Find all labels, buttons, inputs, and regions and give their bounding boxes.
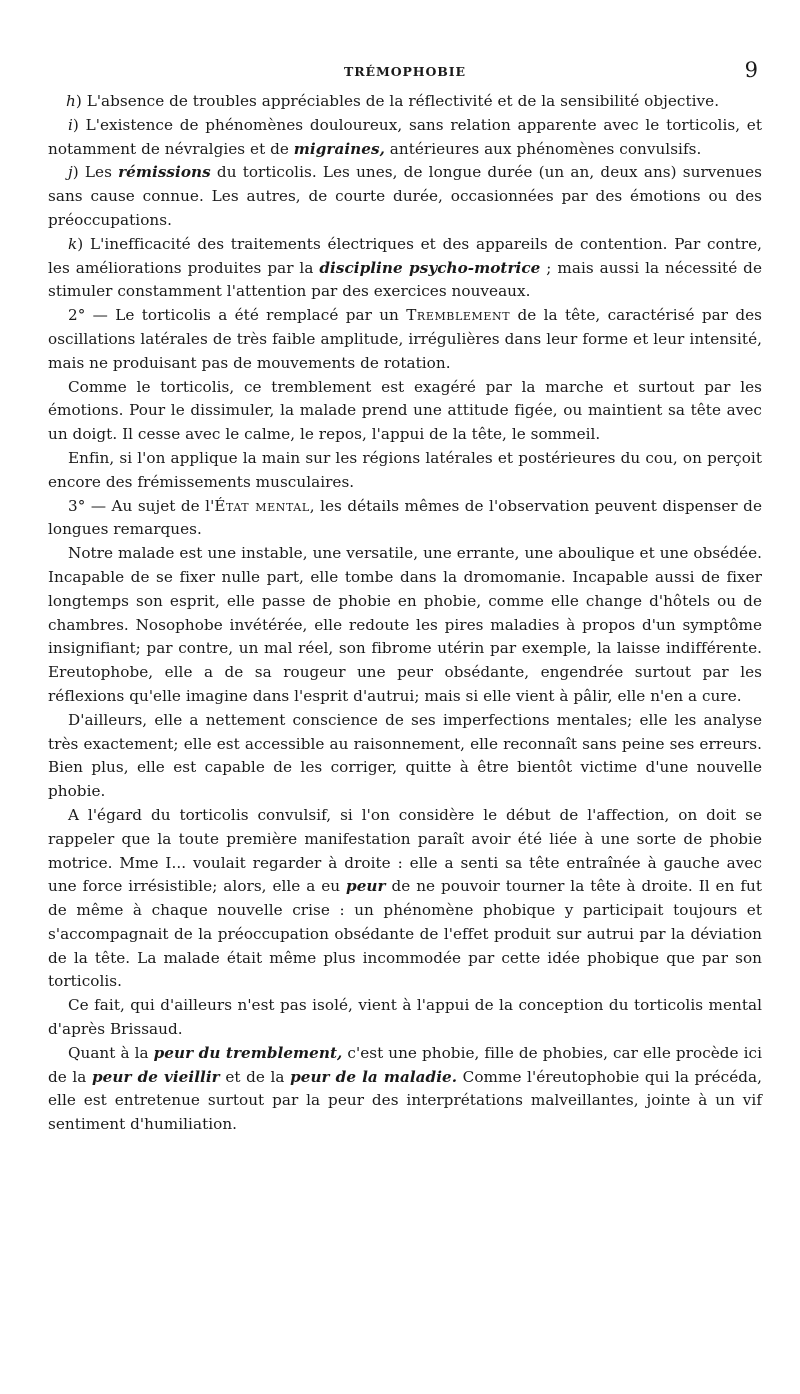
running-title: TRÉMOPHOBIE — [344, 64, 466, 79]
paragraph-dailleurs: D'ailleurs, elle a nettement conscience de ses imperfections mentales; elle les analyse très exactement; elle est accessible au raisonnement, elle reconnaît sans peine ses erreurs. Bien plus, elle est capable de les corriger, quitte à être bientôt victime d'une nouvelle phobie. — [48, 710, 762, 801]
paragraph-tremblement-lead: 2° — Le torticolis a été remplacé par un — [68, 306, 407, 325]
paragraph-torticolis-text-b: de ne pouvoir tourner la tête à droite. Il en fut de même à chaque nouvelle crise : un phénomène phobique y participait toujours et s'accompagnait de la préoccupation obsédante de l'effet produit sur autrui par la déviation de la tête. La malade était même plus incommodée par cette idée phobique que par son torticolis. — [48, 877, 762, 991]
paragraph-i-text-a: ) L'existence de phénomènes douloureux, sans relation apparente avec le torticolis, et notamment de névralgies et de — [48, 115, 762, 158]
paragraph-k-text-b: ; mais aussi la nécessité de stimuler constamment l'attention par des exercices nouveaux. — [48, 258, 762, 301]
paragraph-j-text-b: du torticolis. Les unes, de longue durée (un an, deux ans) survenues sans cause connue. Les autres, de courte durée, occasionnées par des émotions ou des préoccupations. — [48, 163, 762, 229]
paragraph-j-emphasis: rémissions — [118, 163, 211, 182]
paragraph-i-text-b: antérieures aux phénomènes convulsifs. — [384, 139, 702, 158]
item-marker-k: k — [68, 234, 78, 253]
paragraph-comme: Comme le torticolis, ce tremblement est exagéré par la marche et surtout par les émotions. Pour le dissimuler, la malade prend une attitude figée, ou maintient sa tête avec un doigt. Il cesse avec le calme, le repos, l'appui de la tête, le sommeil. — [48, 377, 762, 444]
paragraph-k — [48, 233, 762, 304]
paragraph-j-text-a: ) Les — [72, 163, 119, 182]
item-marker-h: h — [66, 92, 76, 110]
paragraph-torticolis-emphasis: peur — [346, 877, 386, 896]
paragraph-etat-mental-lead: 3° — Au sujet de l' — [68, 496, 215, 515]
paragraph-h-text: ) L'absence de troubles appréciables de la réflectivité et de la sensibilité objective. — [75, 92, 720, 110]
paragraph-i — [48, 114, 762, 162]
paragraph-etat-mental-smallcaps: État mental — [214, 496, 310, 515]
paragraph-quant-emphasis-3: peur de la maladie. — [290, 1067, 458, 1086]
item-marker-j: j — [68, 163, 73, 182]
paragraph-quant — [48, 1042, 762, 1137]
paragraph-tremblement-rest: de la tête, caractérisé par des oscillations latérales de très faible amplitude, irrégulières dans leur forme et leur intensité, mais ne produisant pas de mouvements de rotation. — [48, 306, 762, 372]
paragraph-k-text-a: ) L'inefficacité des traitements électriques et des appareils de contention. Par contre, les améliorations produites par la — [48, 234, 762, 277]
book-page — [48, 56, 762, 1137]
item-marker-i: i — [68, 115, 73, 134]
paragraph-i-emphasis: migraines, — [293, 139, 385, 158]
paragraph-tremblement — [48, 304, 762, 375]
page-number: 9 — [744, 58, 758, 82]
paragraph-torticolis-text-a: A l'égard du torticolis convulsif, si l'on considère le début de l'affection, on doit se rappeler que la toute première manifestation paraît avoir été liée à une sorte de phobie motrice. Mme I... voulait regarder à droite : elle a senti sa tête entraînée à gauche avec une force irrésistible; alors, elle a eu — [48, 805, 762, 896]
paragraph-quant-emphasis-2: peur de vieillir — [92, 1067, 220, 1086]
paragraph-quant-emphasis-1: peur du tremblement, — [153, 1043, 343, 1062]
paragraph-notre-malade: Notre malade est une instable, une versatile, une errante, une aboulique et une obsédée. Incapable de se fixer nulle part, elle tombe dans la dromomanie. Incapable aussi de fixer longtemps son esprit, elle passe de phobie en phobie, comme elle change d'hôtels ou de chambres. Nosophobe invétérée, elle redoute les pires maladies à propos d'un symptôme insignifiant; par contre, un mal réel, son fibrome utérin par exemple, la laisse indifférente. Ereutophobe, elle a de sa rougeur une peur obsédante, engendrée surtout par les réflexions qu'elle imagine dans l'esprit d'autrui; mais si elle vient à pâlir, elle n'en a cure. — [48, 544, 762, 705]
paragraph-ce-fait: Ce fait, qui d'ailleurs n'est pas isolé, vient à l'appui de la conception du torticolis mental d'après Brissaud. — [48, 996, 762, 1039]
paragraph-h — [48, 90, 762, 114]
paragraph-quant-text-a: Quant à la — [68, 1043, 154, 1062]
paragraph-etat-mental-rest: , les détails mêmes de l'observation peuvent dispenser de longues remarques. — [48, 496, 762, 539]
paragraph-k-emphasis: discipline psycho-motrice — [319, 258, 541, 277]
paragraph-quant-text-d: Comme l'éreutophobie qui la précéda, elle est entretenue surtout par la peur des interprétations malveillantes, jointe à un vif sentiment d'humiliation. — [48, 1067, 763, 1134]
paragraph-quant-text-c: et de la — [219, 1067, 291, 1086]
paragraph-etat-mental — [48, 495, 762, 543]
paragraph-j — [48, 161, 762, 232]
paragraph-torticolis — [48, 804, 762, 994]
running-header — [48, 56, 762, 90]
paragraph-enfin: Enfin, si l'on applique la main sur les régions latérales et postérieures du cou, on perçoit encore des frémissements musculaires. — [48, 448, 762, 491]
body-text — [48, 90, 762, 1137]
paragraph-quant-text-b: c'est une phobie, fille de phobies, car elle procède ici de la — [48, 1043, 762, 1086]
paragraph-tremblement-smallcaps: Tremblement — [406, 306, 511, 325]
